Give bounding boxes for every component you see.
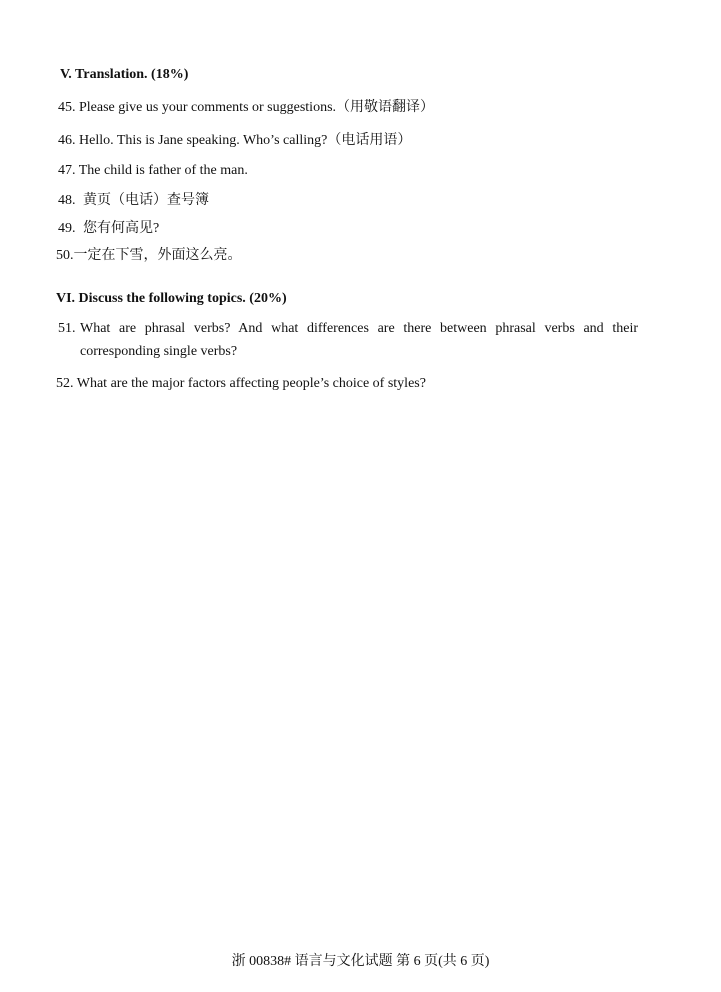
question-47 xyxy=(58,162,248,180)
question-text: What are phrasal verbs? And what differences are there between phrasal verbs and their corresponding single verbs? xyxy=(80,321,638,359)
question-46 xyxy=(58,132,411,150)
question-number: 45. xyxy=(58,100,76,115)
question-51 xyxy=(58,317,638,363)
question-48 xyxy=(58,192,209,210)
question-number: 51. xyxy=(58,321,76,336)
question-52 xyxy=(56,375,426,393)
question-49 xyxy=(58,220,159,238)
question-45 xyxy=(58,99,434,117)
question-number: 48. xyxy=(58,193,76,208)
question-text: Please give us your comments or suggestions.（用敬语翻译） xyxy=(79,100,435,115)
question-number: 50. xyxy=(56,248,74,263)
question-text: Hello. This is Jane speaking. Who’s calling?（电话用语） xyxy=(79,133,412,148)
question-number: 52. xyxy=(56,376,74,391)
question-text: 黄页（电话）查号簿 xyxy=(83,193,209,208)
section-vi-heading: VI. Discuss the following topics. (20%) xyxy=(56,291,287,306)
question-text: 您有何高见? xyxy=(83,221,160,236)
question-text: The child is father of the man. xyxy=(78,163,248,178)
question-50 xyxy=(56,247,242,265)
question-text: What are the major factors affecting people’s choice of styles? xyxy=(76,376,426,391)
question-number: 46. xyxy=(58,133,76,148)
page-footer: 浙 00838# 语言与文化试题 第 6 页(共 6 页) xyxy=(231,954,490,969)
question-number: 47. xyxy=(58,163,76,178)
question-text: 一定在下雪，外面这么亮。 xyxy=(73,248,242,263)
question-number: 49. xyxy=(58,221,76,236)
section-v-heading: V. Translation. (18%) xyxy=(60,67,189,82)
